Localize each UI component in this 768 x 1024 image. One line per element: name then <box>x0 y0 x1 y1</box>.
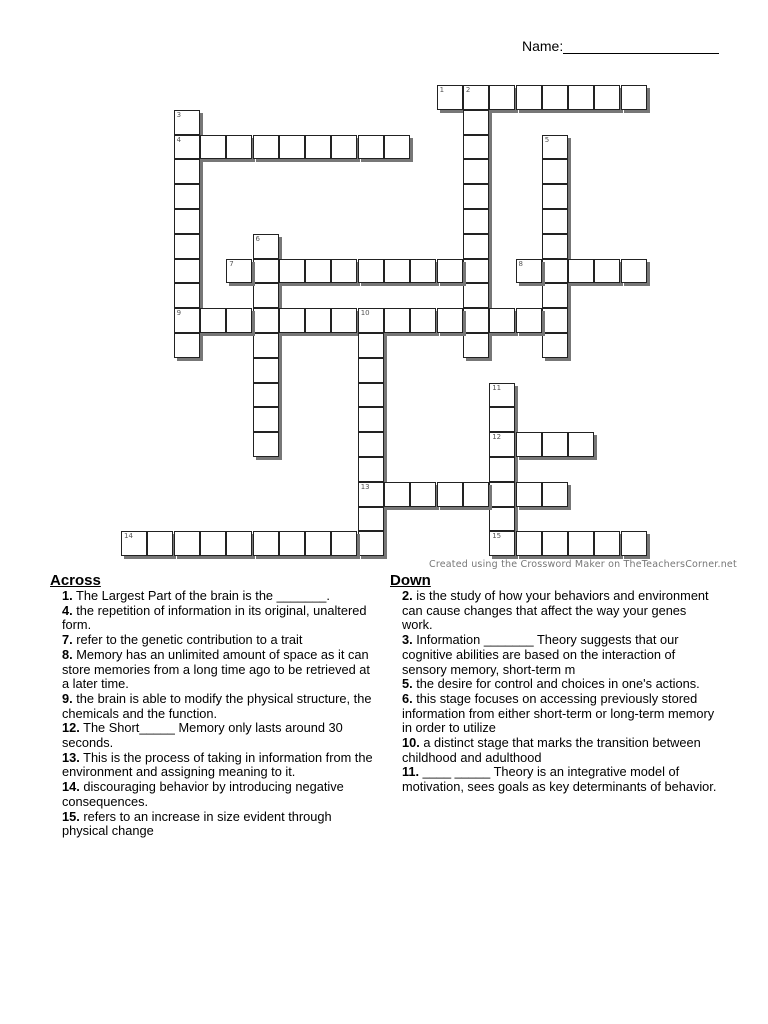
grid-cell[interactable] <box>226 531 252 556</box>
across-clue <box>62 810 375 839</box>
grid-cell[interactable] <box>147 531 173 556</box>
grid-cell[interactable] <box>621 259 647 284</box>
grid-cell[interactable] <box>358 432 384 457</box>
grid-cell[interactable] <box>253 358 279 383</box>
grid-cell[interactable] <box>253 259 279 284</box>
clue-number: 4. <box>62 602 73 618</box>
clue-text: the desire for control and choices in one's actions. <box>412 676 700 692</box>
grid-cell[interactable] <box>463 333 489 358</box>
down-clue <box>402 589 720 633</box>
cell-number: 9 <box>176 309 182 318</box>
grid-cell[interactable] <box>253 135 279 160</box>
cell-number: 10 <box>360 309 370 318</box>
grid-cell[interactable] <box>568 432 594 457</box>
grid-cell[interactable] <box>542 259 568 284</box>
grid-cell[interactable] <box>226 135 252 160</box>
down-clue <box>402 736 720 765</box>
grid-cell[interactable] <box>174 110 200 135</box>
cell-number: 6 <box>255 234 260 243</box>
grid-cell[interactable] <box>305 308 331 333</box>
grid-cell[interactable] <box>279 531 305 556</box>
grid-cell[interactable] <box>174 135 200 160</box>
grid-cell[interactable] <box>542 308 568 333</box>
grid-cell[interactable] <box>226 259 252 284</box>
grid-cell[interactable] <box>542 283 568 308</box>
across-clue <box>62 751 375 780</box>
grid-cell[interactable] <box>516 531 542 556</box>
down-clue <box>402 692 720 736</box>
cell-number: 2 <box>465 86 471 94</box>
cell-number: 15 <box>492 532 502 541</box>
clue-text: ____ _____ Theory is an integrative model of motivation, sees goals as key determinants of behavior. <box>402 764 717 795</box>
clue-number: 10. <box>402 735 420 751</box>
grid-cell[interactable] <box>463 308 489 333</box>
grid-cell[interactable] <box>463 184 489 209</box>
grid-cell[interactable] <box>568 259 594 284</box>
across-clue <box>62 633 375 648</box>
grid-cell[interactable] <box>174 333 200 358</box>
grid-cell[interactable] <box>516 432 542 457</box>
grid-cell[interactable] <box>489 407 515 432</box>
across-clue <box>62 604 375 633</box>
grid-cell[interactable] <box>542 159 568 184</box>
grid-cell[interactable] <box>358 358 384 383</box>
grid-cell[interactable] <box>594 85 620 110</box>
clue-number: 6. <box>402 690 413 706</box>
cell-number: 5 <box>544 135 550 144</box>
grid-cell[interactable] <box>174 234 200 259</box>
across-clue <box>62 648 375 692</box>
grid-cell[interactable] <box>542 135 568 160</box>
grid-cell[interactable] <box>174 283 200 308</box>
cell-number: 14 <box>124 532 133 541</box>
grid-cell[interactable] <box>489 531 515 556</box>
grid-cell[interactable] <box>174 159 200 184</box>
grid-cell[interactable] <box>384 135 410 160</box>
grid-cell[interactable] <box>121 531 147 556</box>
clue-number: 9. <box>62 690 73 706</box>
clue-number: 2. <box>402 588 413 603</box>
grid-cell[interactable] <box>542 85 568 110</box>
grid-cell[interactable] <box>621 85 647 110</box>
grid-cell[interactable] <box>463 135 489 160</box>
grid-cell[interactable] <box>542 482 568 507</box>
grid-cell[interactable] <box>358 482 384 507</box>
grid-cell[interactable] <box>489 457 515 482</box>
grid-cell[interactable] <box>489 383 515 408</box>
down-clue <box>402 677 720 692</box>
clue-text: discouraging behavior by introducing negative consequences. <box>62 779 344 809</box>
grid-cell[interactable] <box>516 259 542 284</box>
grid-cell[interactable] <box>253 283 279 308</box>
grid-cell[interactable] <box>200 135 226 160</box>
grid-cell[interactable] <box>305 531 331 556</box>
grid-cell[interactable] <box>516 308 542 333</box>
clue-text: the repetition of information in its original, unaltered form. <box>62 602 367 633</box>
grid-cell[interactable] <box>358 135 384 160</box>
grid-cell[interactable] <box>358 507 384 532</box>
across-clue <box>62 692 375 721</box>
grid-cell[interactable] <box>174 531 200 556</box>
name-label: Name: <box>522 38 564 54</box>
clue-number: 15. <box>62 808 80 824</box>
across-heading: Across <box>50 572 101 589</box>
grid-cell[interactable] <box>174 209 200 234</box>
cell-number: 11 <box>492 383 502 392</box>
clue-number: 1. <box>62 588 73 603</box>
grid-cell[interactable] <box>174 308 200 333</box>
grid-cell[interactable] <box>358 457 384 482</box>
clue-number: 11. <box>402 764 420 780</box>
grid-cell[interactable] <box>542 234 568 259</box>
grid-cell[interactable] <box>331 308 357 333</box>
grid-cell[interactable] <box>542 184 568 209</box>
clue-number: 8. <box>62 646 73 662</box>
grid-cell[interactable] <box>516 482 542 507</box>
grid-cell[interactable] <box>305 259 331 284</box>
clue-text: Information _______ Theory suggests that our cognitive abilities are based on the interaction of sensory memory, short-term m <box>402 632 679 677</box>
grid-cell[interactable] <box>542 209 568 234</box>
grid-cell[interactable] <box>594 531 620 556</box>
cell-number: 8 <box>518 259 523 268</box>
grid-cell[interactable] <box>253 531 279 556</box>
grid-cell[interactable] <box>463 259 489 284</box>
grid-cell[interactable] <box>253 234 279 259</box>
cell-number: 3 <box>176 110 182 119</box>
down-clue <box>402 765 720 794</box>
down-clues <box>390 572 720 795</box>
grid-cell[interactable] <box>253 432 279 457</box>
cell-number: 4 <box>176 135 182 144</box>
grid-cell[interactable] <box>331 259 357 284</box>
grid-cell[interactable] <box>489 507 515 532</box>
grid-cell[interactable] <box>568 85 594 110</box>
grid-cell[interactable] <box>358 531 384 556</box>
grid-cell[interactable] <box>358 383 384 408</box>
grid-cell[interactable] <box>489 308 515 333</box>
cell-number: 1 <box>439 86 445 94</box>
grid-cell[interactable] <box>542 432 568 457</box>
across-clues <box>50 572 375 839</box>
grid-cell[interactable] <box>463 110 489 135</box>
grid-cell[interactable] <box>253 333 279 358</box>
clue-text: The Largest Part of the brain is the _______. <box>72 588 330 603</box>
grid-cell[interactable] <box>200 308 226 333</box>
clue-text: is the study of how your behaviors and environment can cause changes that affect the way your genes work. <box>402 588 709 633</box>
clue-number: 5. <box>402 676 413 692</box>
grid-cell[interactable] <box>331 135 357 160</box>
clue-text: This is the process of taking in information from the environment and assigning meaning to it. <box>62 749 373 780</box>
grid-cell[interactable] <box>516 85 542 110</box>
grid-cell[interactable] <box>621 531 647 556</box>
clue-number: 14. <box>62 779 80 795</box>
grid-cell[interactable] <box>437 482 463 507</box>
grid-cell[interactable] <box>358 308 384 333</box>
cell-number: 13 <box>360 482 370 491</box>
clue-text: the brain is able to modify the physical structure, the chemicals and the function. <box>62 690 372 721</box>
clue-text: refers to an increase in size evident through physical change <box>62 808 332 839</box>
across-clue <box>62 589 375 604</box>
grid-cell[interactable] <box>410 308 436 333</box>
grid-cell[interactable] <box>463 159 489 184</box>
grid-cell[interactable] <box>437 85 463 110</box>
grid-cell[interactable] <box>410 482 436 507</box>
grid-cell[interactable] <box>384 308 410 333</box>
across-clue <box>62 780 375 809</box>
clue-number: 7. <box>62 632 73 648</box>
grid-cell[interactable] <box>384 259 410 284</box>
clue-text: The Short_____ Memory only lasts around 30 seconds. <box>62 720 343 751</box>
grid-cell[interactable] <box>437 259 463 284</box>
grid-cell[interactable] <box>358 259 384 284</box>
clue-text: Memory has an unlimited amount of space as it can store memories from a long time ago to be retrieved at a later time. <box>62 646 370 692</box>
clue-number: 3. <box>402 632 413 648</box>
grid-cell[interactable] <box>410 259 436 284</box>
grid-cell[interactable] <box>174 259 200 284</box>
grid-cell[interactable] <box>279 259 305 284</box>
grid-cell[interactable] <box>463 482 489 507</box>
grid-cell[interactable] <box>463 85 489 110</box>
grid-cell[interactable] <box>594 259 620 284</box>
credit-text: Created using the Crossword Maker on TheTeachersCorner.net <box>429 559 737 570</box>
clue-number: 13. <box>62 749 80 765</box>
grid-cell[interactable] <box>358 333 384 358</box>
grid-cell[interactable] <box>489 432 515 457</box>
grid-cell[interactable] <box>331 531 357 556</box>
grid-cell[interactable] <box>174 184 200 209</box>
grid-cell[interactable] <box>384 482 410 507</box>
grid-cell[interactable] <box>463 283 489 308</box>
clue-text: this stage focuses on accessing previously stored information from either short-term or long-term memory in order to utilize <box>402 690 715 736</box>
grid-cell[interactable] <box>542 531 568 556</box>
grid-cell[interactable] <box>200 531 226 556</box>
grid-cell[interactable] <box>253 407 279 432</box>
grid-cell[interactable] <box>279 308 305 333</box>
grid-cell[interactable] <box>305 135 331 160</box>
cell-number: 7 <box>229 259 234 268</box>
grid-cell[interactable] <box>463 209 489 234</box>
clue-text: a distinct stage that marks the transition between childhood and adulthood <box>402 735 701 765</box>
across-clue <box>62 721 375 750</box>
grid-cell[interactable] <box>489 85 515 110</box>
grid-cell[interactable] <box>568 531 594 556</box>
grid-cell[interactable] <box>253 383 279 408</box>
down-heading: Down <box>390 572 431 589</box>
down-clue <box>402 633 720 677</box>
grid-cell[interactable] <box>463 234 489 259</box>
grid-cell[interactable] <box>279 135 305 160</box>
clue-number: 12. <box>62 720 80 736</box>
cell-number: 12 <box>492 433 502 442</box>
clue-text: refer to the genetic contribution to a trait <box>72 632 303 648</box>
grid-cell[interactable] <box>542 333 568 358</box>
grid-cell[interactable] <box>489 482 515 507</box>
grid-cell[interactable] <box>253 308 279 333</box>
grid-cell[interactable] <box>358 407 384 432</box>
grid-cell[interactable] <box>437 308 463 333</box>
grid-cell[interactable] <box>226 308 252 333</box>
